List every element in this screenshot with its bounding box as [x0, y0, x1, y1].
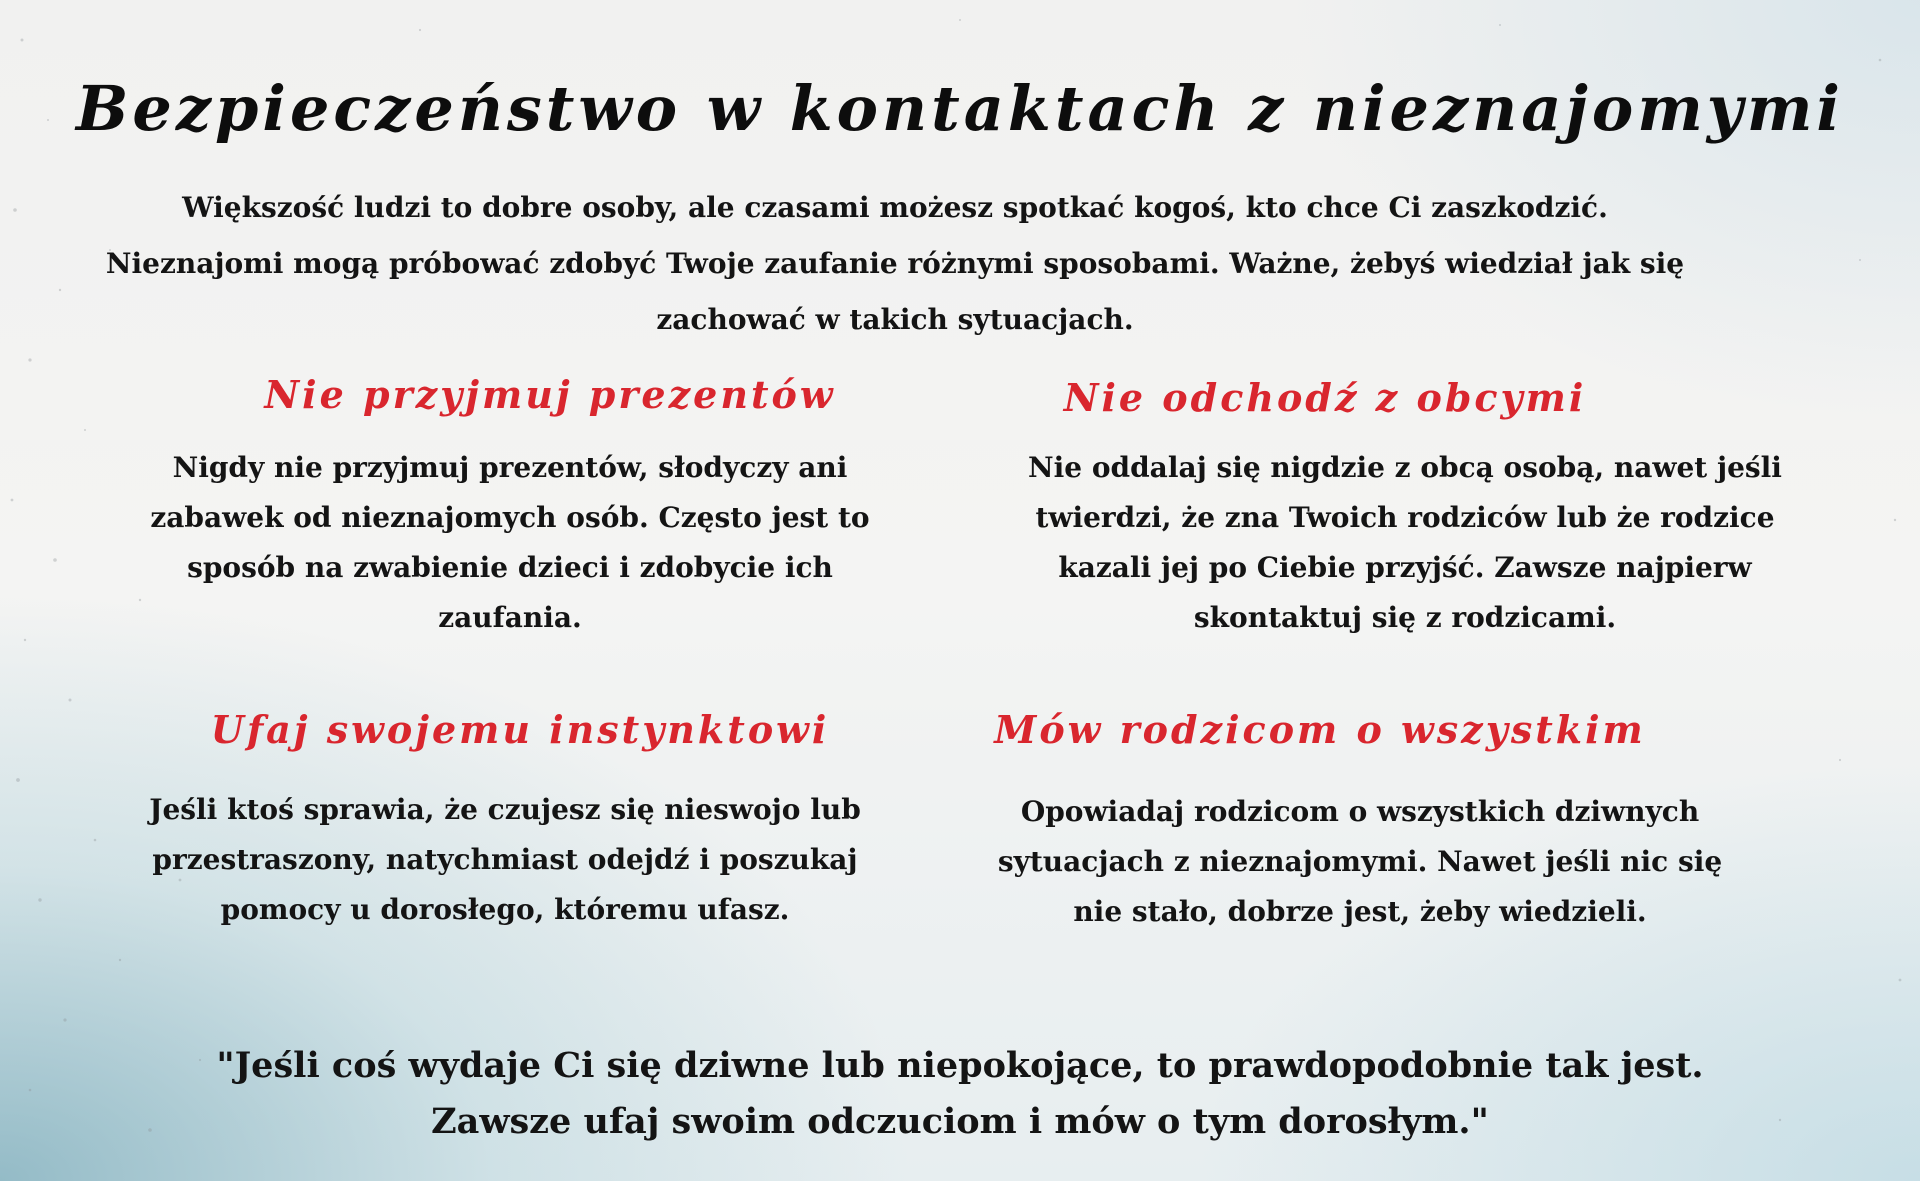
section-text-strangers: Nie oddalaj się nigdzie z obcą osobą, nawet jeśli twierdzi, że zna Twoich rodziców lub że rodzice kazali jej po Ciebie przyjść. Zawsze najpierw skontaktuj się z rodzicami.	[1028, 451, 1782, 634]
section-heading-instinct: Ufaj swojemu instynktowi	[210, 707, 830, 752]
section-heading-gifts: Nie przyjmuj prezentów	[264, 372, 836, 417]
intro-paragraph: Większość ludzi to dobre osoby, ale czasami możesz spotkać kogoś, kto chce Ci zaszkodzić. Nieznajomi mogą próbować zdobyć Twoje zaufanie różnymi sposobami. Ważne, żebyś wiedział jak się zachować w takich sytuacjach.	[105, 191, 1685, 336]
closing-quote: "Jeśli coś wydaje Ci się dziwne lub niepokojące, to prawdopodobnie tak jest. Zawsze ufaj swoim odczuciom i mów o tym dorosłym."	[216, 1045, 1704, 1142]
section-text-instinct: Jeśli ktoś sprawia, że czujesz się nieswojo lub przestraszony, natychmiast odejdź i poszukaj pomocy u dorosłego, któremu ufasz.	[149, 793, 861, 926]
page-title: Bezpieczeństwo w kontaktach z nieznajomymi	[76, 72, 1844, 145]
section-heading-strangers: Nie odchodź z obcymi	[1063, 375, 1587, 420]
section-heading-tell-parents: Mów rodzicom o wszystkim	[994, 707, 1646, 752]
section-text-gifts: Nigdy nie przyjmuj prezentów, słodyczy ani zabawek od nieznajomych osób. Często jest to sposób na zwabienie dzieci i zdobycie ich zaufania.	[150, 451, 870, 634]
section-text-tell-parents: Opowiadaj rodzicom o wszystkich dziwnych sytuacjach z nieznajomymi. Nawet jeśli nic się nie stało, dobrze jest, żeby wiedzieli.	[997, 795, 1723, 928]
